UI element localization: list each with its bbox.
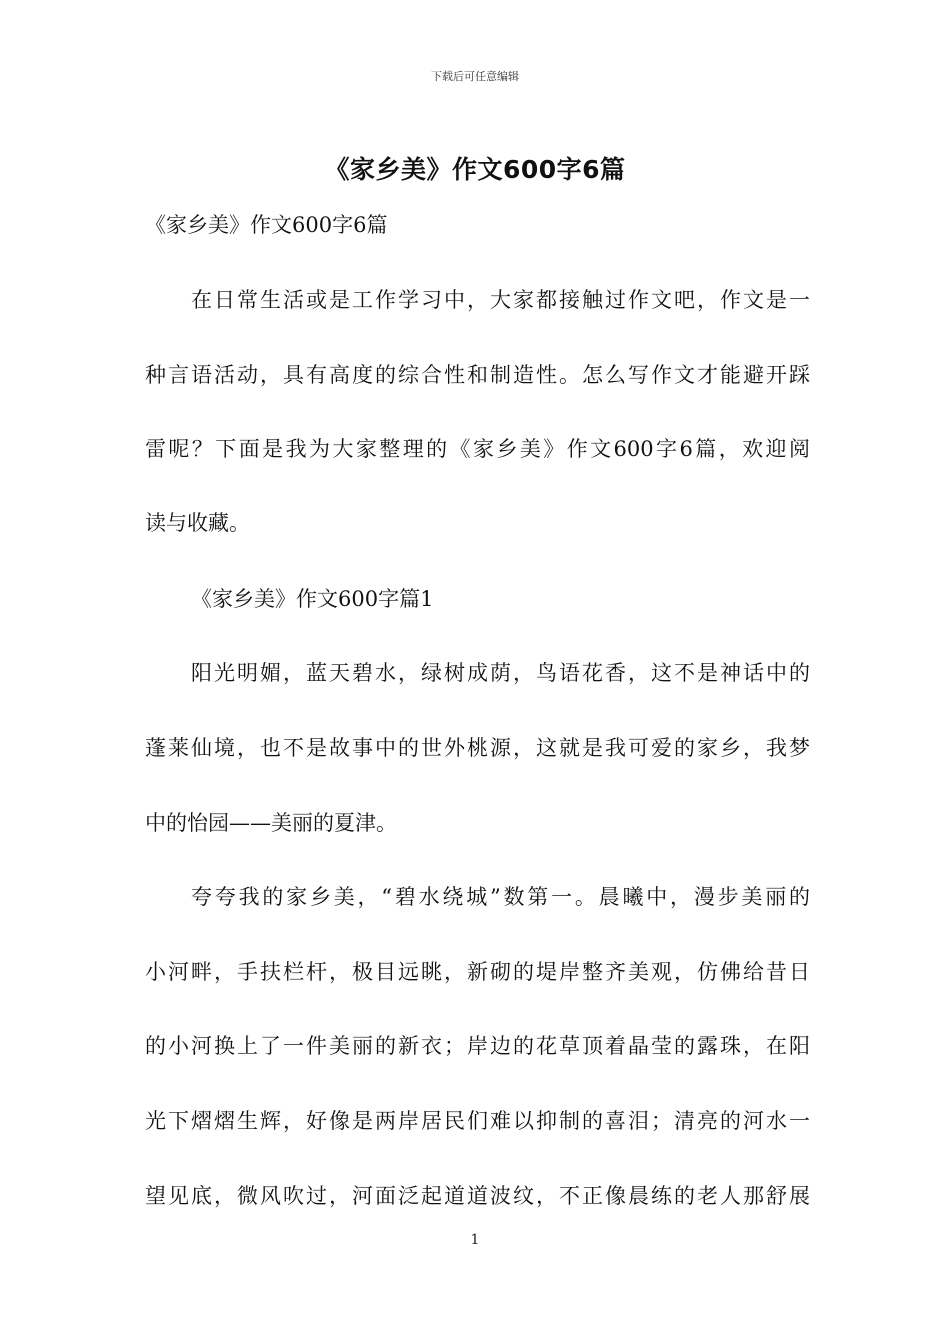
- intro-line-2: 种言语活动，具有高度的综合性和制造性。怎么写作文才能避开踩: [145, 363, 810, 387]
- para2-line-5: 望见底，微风吹过，河面泛起道道波纹，不正像晨练的老人那舒展: [145, 1184, 810, 1208]
- header-note: 下载后可任意编辑: [431, 70, 519, 83]
- para2-line-2: 小河畔，手扶栏杆，极目远眺，新砌的堤岸整齐美观，仿佛给昔日: [145, 960, 810, 984]
- intro-line-4: 读与收藏。: [145, 511, 250, 535]
- para2-line-4: 光下熠熠生辉，好像是两岸居民们难以抑制的喜泪；清亮的河水一: [145, 1109, 810, 1133]
- para2-line-3: 的小河换上了一件美丽的新衣；岸边的花草顶着晶莹的露珠，在阳: [145, 1034, 810, 1058]
- para1-line-3: 中的怡园——美丽的夏津。: [145, 811, 397, 835]
- intro-line-1: 在日常生活或是工作学习中，大家都接触过作文吧，作文是一: [191, 288, 810, 312]
- document-title: 《家乡美》作文600字6篇: [324, 155, 626, 184]
- para2-line-1: 夸夸我的家乡美，“碧水绕城”数第一。晨曦中，漫步美丽的: [191, 885, 810, 909]
- para1-line-2: 蓬莱仙境，也不是故事中的世外桃源，这就是我可爱的家乡，我梦: [145, 736, 810, 760]
- page-number: 1: [470, 1232, 480, 1248]
- para1-line-1: 阳光明媚，蓝天碧水，绿树成荫，鸟语花香，这不是神话中的: [191, 661, 810, 685]
- section-heading: 《家乡美》作文600字篇1: [191, 587, 434, 611]
- subtitle-line: 《家乡美》作文600字6篇: [145, 213, 388, 237]
- intro-line-3: 雷呢？下面是我为大家整理的《家乡美》作文600字6篇，欢迎阅: [145, 437, 810, 461]
